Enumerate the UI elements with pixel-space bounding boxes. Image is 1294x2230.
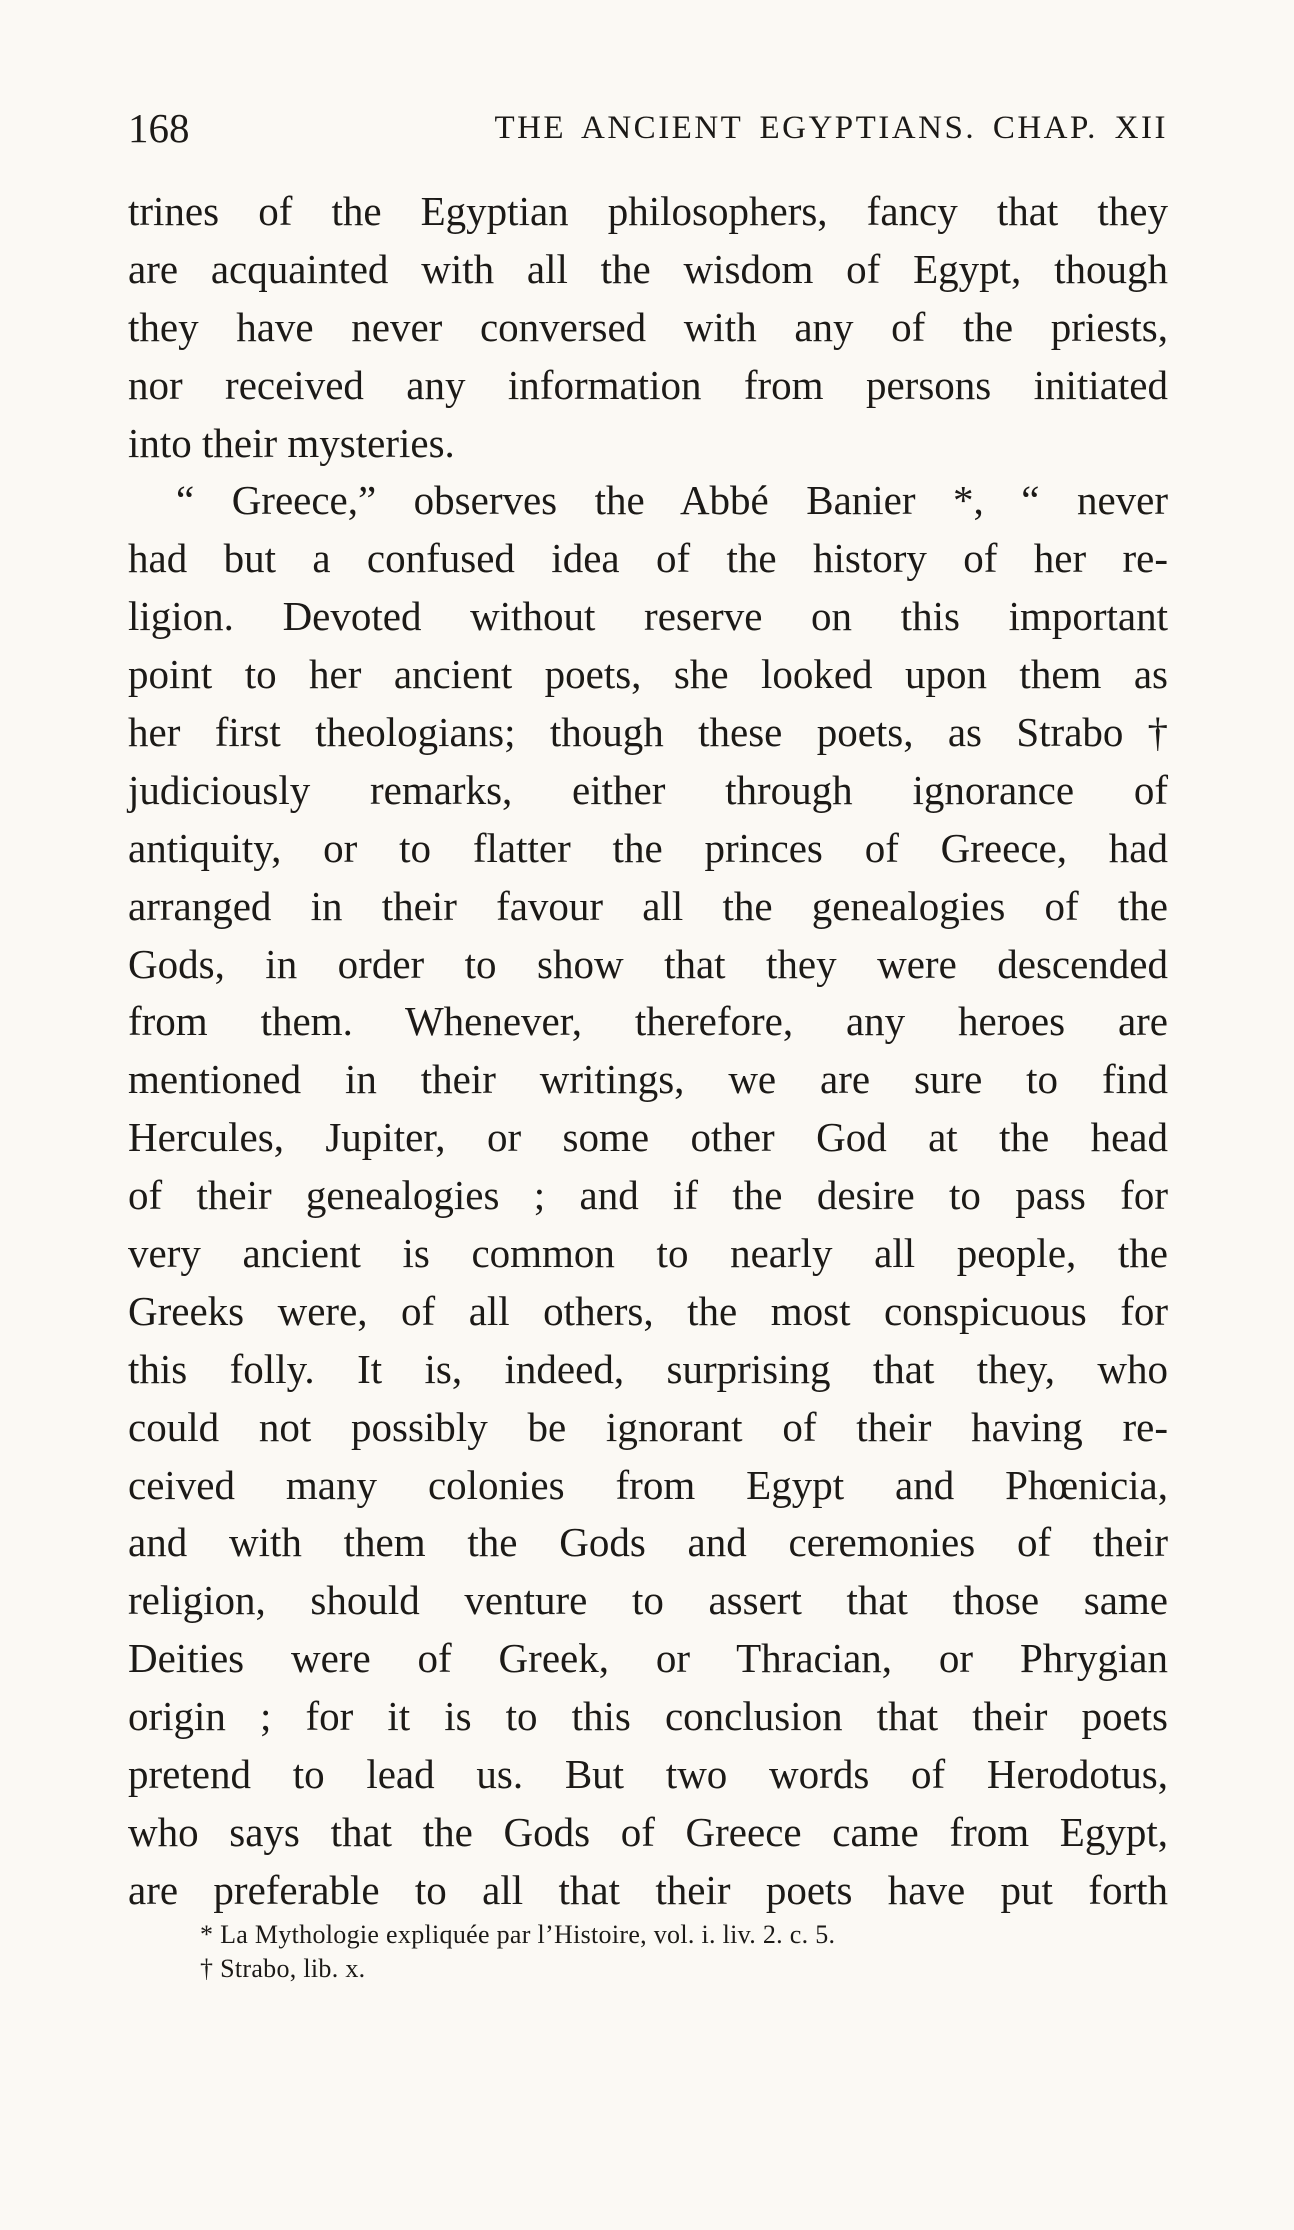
text-line: of their genealogies ; and if the desire to pass for <box>128 1172 1168 1219</box>
text-line: are preferable to all that their poets have put forth <box>128 1866 1168 1913</box>
text-line: judiciously remarks, either through ignorance of <box>128 766 1168 813</box>
text-line: origin ; for it is to this conclusion that their poets <box>128 1693 1168 1740</box>
running-head <box>128 103 1168 153</box>
text-line: ligion. Devoted without reserve on this important <box>128 593 1168 640</box>
text-line: Deities were of Greek, or Thracian, or Phrygian <box>128 1635 1168 1682</box>
page-number: 168 <box>128 105 190 151</box>
text-line: Greeks were, of all others, the most conspicuous for <box>128 1287 1168 1334</box>
text-line: arranged in their favour all the genealogies of the <box>128 882 1168 929</box>
text-line: Hercules, Jupiter, or some other God at the head <box>128 1114 1168 1161</box>
text-line: religion, should venture to assert that those same <box>128 1577 1168 1624</box>
text-line: ceived many colonies from Egypt and Phœnicia, <box>128 1461 1168 1508</box>
text-line: they have never conversed with any of the priests, <box>128 303 1168 350</box>
text-line: had but a confused idea of the history of her re- <box>128 535 1168 582</box>
text-line: nor received any information from persons initiated <box>128 361 1168 408</box>
footnote: * La Mythologie expliquée par l’Histoire, vol. i. liv. 2. c. 5. <box>200 1920 836 1949</box>
text-line: this folly. It is, indeed, surprising that they, who <box>128 1345 1168 1392</box>
text-line: and with them the Gods and ceremonies of their <box>128 1519 1168 1566</box>
text-line: her first theologians; though these poets, as Strabo† <box>128 709 1168 756</box>
text-line: very ancient is common to nearly all people, the <box>128 1230 1168 1277</box>
body-text <box>128 183 1168 1920</box>
text-line: antiquity, or to flatter the princes of Greece, had <box>128 824 1168 871</box>
text-line: “ Greece,” observes the Abbé Banier *, “ never <box>176 477 1168 524</box>
text-line: trines of the Egyptian philosophers, fancy that they <box>128 188 1168 234</box>
text-line: point to her ancient poets, she looked upon them as <box>128 651 1168 698</box>
text-line: are acquainted with all the wisdom of Egypt, though <box>128 245 1168 292</box>
footnotes <box>200 1918 1100 1986</box>
text-line: Gods, in order to show that they were descended <box>128 940 1168 987</box>
text-line: from them. Whenever, therefore, any heroes are <box>128 998 1168 1045</box>
text-line: into their mysteries. <box>128 419 455 466</box>
running-head-title: THE ANCIENT EGYPTIANS. CHAP. XII <box>494 110 1168 146</box>
footnote: † Strabo, lib. x. <box>200 1954 366 1983</box>
text-line: mentioned in their writings, we are sure to find <box>128 1056 1168 1103</box>
text-line: pretend to lead us. But two words of Herodotus, <box>128 1751 1168 1798</box>
text-line: could not possibly be ignorant of their having re- <box>128 1403 1168 1450</box>
text-line: who says that the Gods of Greece came from Egypt, <box>128 1808 1168 1855</box>
